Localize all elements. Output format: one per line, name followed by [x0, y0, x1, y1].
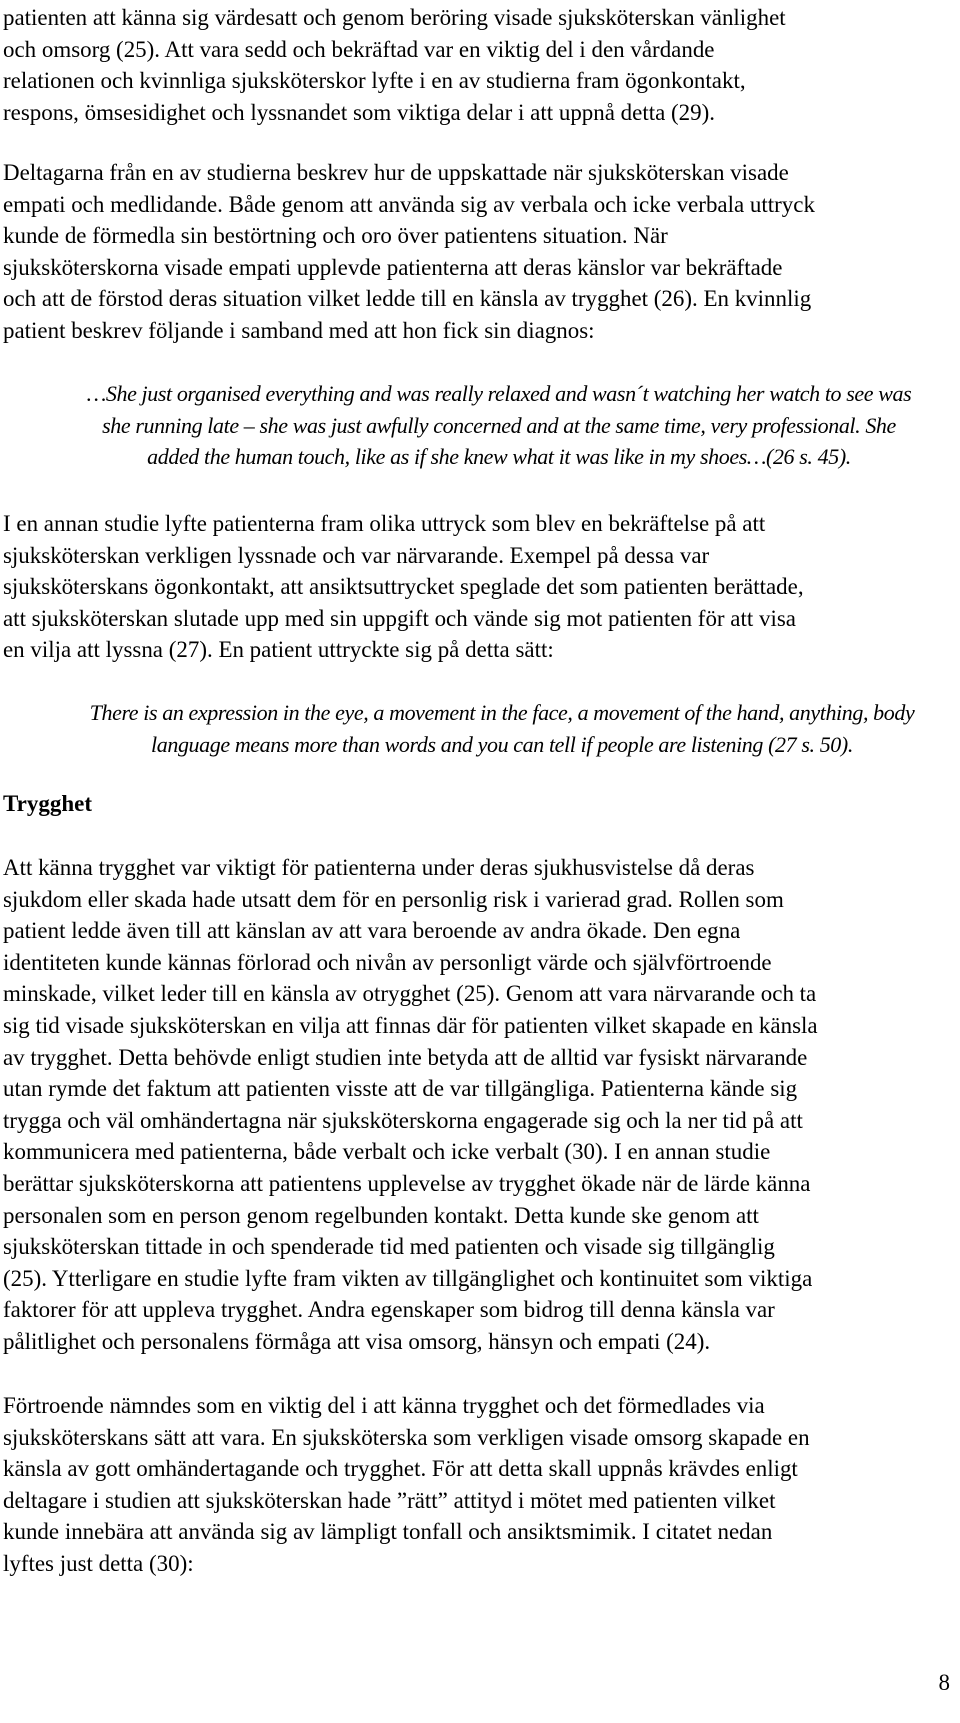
text-line: personalen som en person genom regelbunden kontakt. Detta kunde ske genom att	[3, 1202, 759, 1228]
text-line: sig tid visade sjuksköterskan en vilja att finnas där för patienten vilket skapade en känsla	[3, 1012, 818, 1038]
text-line: I en annan studie lyfte patienterna fram olika uttryck som blev en bekräftelse på att	[3, 511, 766, 536]
paragraph-listening	[3, 508, 955, 666]
text-line: patient beskrev följande i samband med att hon fick sin diagnos:	[3, 317, 595, 343]
text-line: Deltagarna från en av studierna beskrev hur de uppskattade när sjuksköterskan visade	[3, 160, 789, 185]
text-line: pålitlighet och personalens förmåga att visa omsorg, hänsyn och empati (24).	[3, 1328, 711, 1354]
text-line: empati och medlidande. Både genom att använda sig av verbala och icke verbala uttryck	[3, 191, 815, 217]
paragraph-intro	[3, 2, 955, 128]
section-heading: Trygghet	[3, 791, 93, 816]
text-line: patient ledde även till att känslan av att vara beroende av andra ökade. Den egna	[3, 918, 741, 944]
page-number: 8	[938, 1670, 950, 1695]
quote-line: …She just organised everything and was really relaxed and wasn´t watching her watch to see was	[86, 381, 912, 406]
text-line: minskade, vilket leder till en känsla av otrygghet (25). Genom att vara närvarande och ta	[3, 981, 817, 1007]
text-line: sjuksköterskorna visade empati upplevde patienterna att deras känslor var bekräftade	[3, 254, 783, 280]
text-line: kunde de förmedla sin bestörtning och oro över patientens situation. När	[3, 223, 668, 249]
text-line: patienten att känna sig värdesatt och genom beröring visade sjuksköterskan vänlighet	[3, 5, 786, 30]
text-line: sjuksköterskan tittade in och spenderade tid med patienten och visade sig tillgänglig	[3, 1234, 775, 1260]
quote-line: added the human touch, like as if she knew what it was like in my shoes…(26 s. 45).	[147, 444, 851, 470]
quote-line: she running late – she was just awfully concerned and at the same time, very professional. She	[102, 412, 896, 438]
text-line: av trygghet. Detta behövde enligt studien inte betyda att de alltid var fysiskt närvarande	[3, 1044, 808, 1070]
text-line: Att känna trygghet var viktigt för patienterna under deras sjukhusvistelse då deras	[3, 855, 755, 880]
text-line: faktorer för att uppleva trygghet. Andra egenskaper som bidrog till denna känsla var	[3, 1297, 775, 1323]
text-line: en vilja att lyssna (27). En patient uttryckte sig på detta sätt:	[3, 637, 554, 663]
paragraph-security	[3, 852, 955, 1358]
paragraph-empathy	[3, 157, 955, 347]
text-line: Förtroende nämndes som en viktig del i att känna trygghet och det förmedlades via	[3, 1393, 765, 1418]
text-line: kunde innebära att använda sig av lämpligt tonfall och ansiktsmimik. I citatet nedan	[3, 1519, 773, 1545]
text-line: deltagare i studien att sjuksköterskan hade ”rätt” attityd i mötet med patienten vilket	[3, 1487, 776, 1513]
text-line: (25). Ytterligare en studie lyfte fram vikten av tillgänglighet och kontinuitet som viktiga	[3, 1265, 813, 1291]
text-line: och att de förstod deras situation vilket ledde till en känsla av trygghet (26). En kvinnlig	[3, 286, 812, 312]
text-line: sjukdom eller skada hade utsatt dem för en personlig risk i varierad grad. Rollen som	[3, 886, 784, 912]
text-line: kommunicera med patienterna, både verbalt och icke verbalt (30). I en annan studie	[3, 1139, 771, 1165]
text-line: sjuksköterskans sätt att vara. En sjuksköterska som verkligen visade omsorg skapade en	[3, 1424, 810, 1450]
text-line: trygga och väl omhändertagna när sjuksköterskorna engagerade sig och la ner tid på att	[3, 1107, 803, 1133]
text-line: relationen och kvinnliga sjuksköterskor lyfte i en av studierna fram ögonkontakt,	[3, 68, 746, 94]
text-line: känsla av gott omhändertagande och trygghet. För att detta skall uppnås krävdes enligt	[3, 1456, 798, 1482]
text-line: lyftes just detta (30):	[3, 1550, 194, 1576]
text-line: och omsorg (25). Att vara sedd och bekräftad var en viktig del i den vårdande	[3, 36, 715, 62]
text-line: respons, ömsesidighet och lyssnandet som viktiga delar i att uppnå detta (29).	[3, 99, 716, 125]
paragraph-trust	[3, 1390, 955, 1580]
block-quote-expression	[46, 697, 958, 760]
quote-line: language means more than words and you can tell if people are listening (27 s. 50).	[151, 731, 853, 757]
text-line: sjuksköterskans ögonkontakt, att ansiktsuttrycket speglade det som patienten berättade,	[3, 574, 804, 600]
quote-line: There is an expression in the eye, a movement in the face, a movement of the hand, anything, body	[89, 700, 915, 725]
text-line: berättar sjuksköterskorna att patientens upplevelse av trygghet ökade när de lärde känna	[3, 1170, 811, 1196]
text-line: utan rymde det faktum att patienten visste att de var tillgängliga. Patienterna kände sig	[3, 1076, 798, 1102]
text-line: att sjuksköterskan slutade upp med sin uppgift och vände sig mot patienten för att visa	[3, 605, 796, 631]
text-line: sjuksköterskan verkligen lyssnade och var närvarande. Exempel på dessa var	[3, 542, 710, 568]
text-line: identiteten kunde kännas förlorad och nivån av personligt värde och självförtroende	[3, 949, 772, 975]
block-quote-diagnosis	[40, 378, 958, 473]
